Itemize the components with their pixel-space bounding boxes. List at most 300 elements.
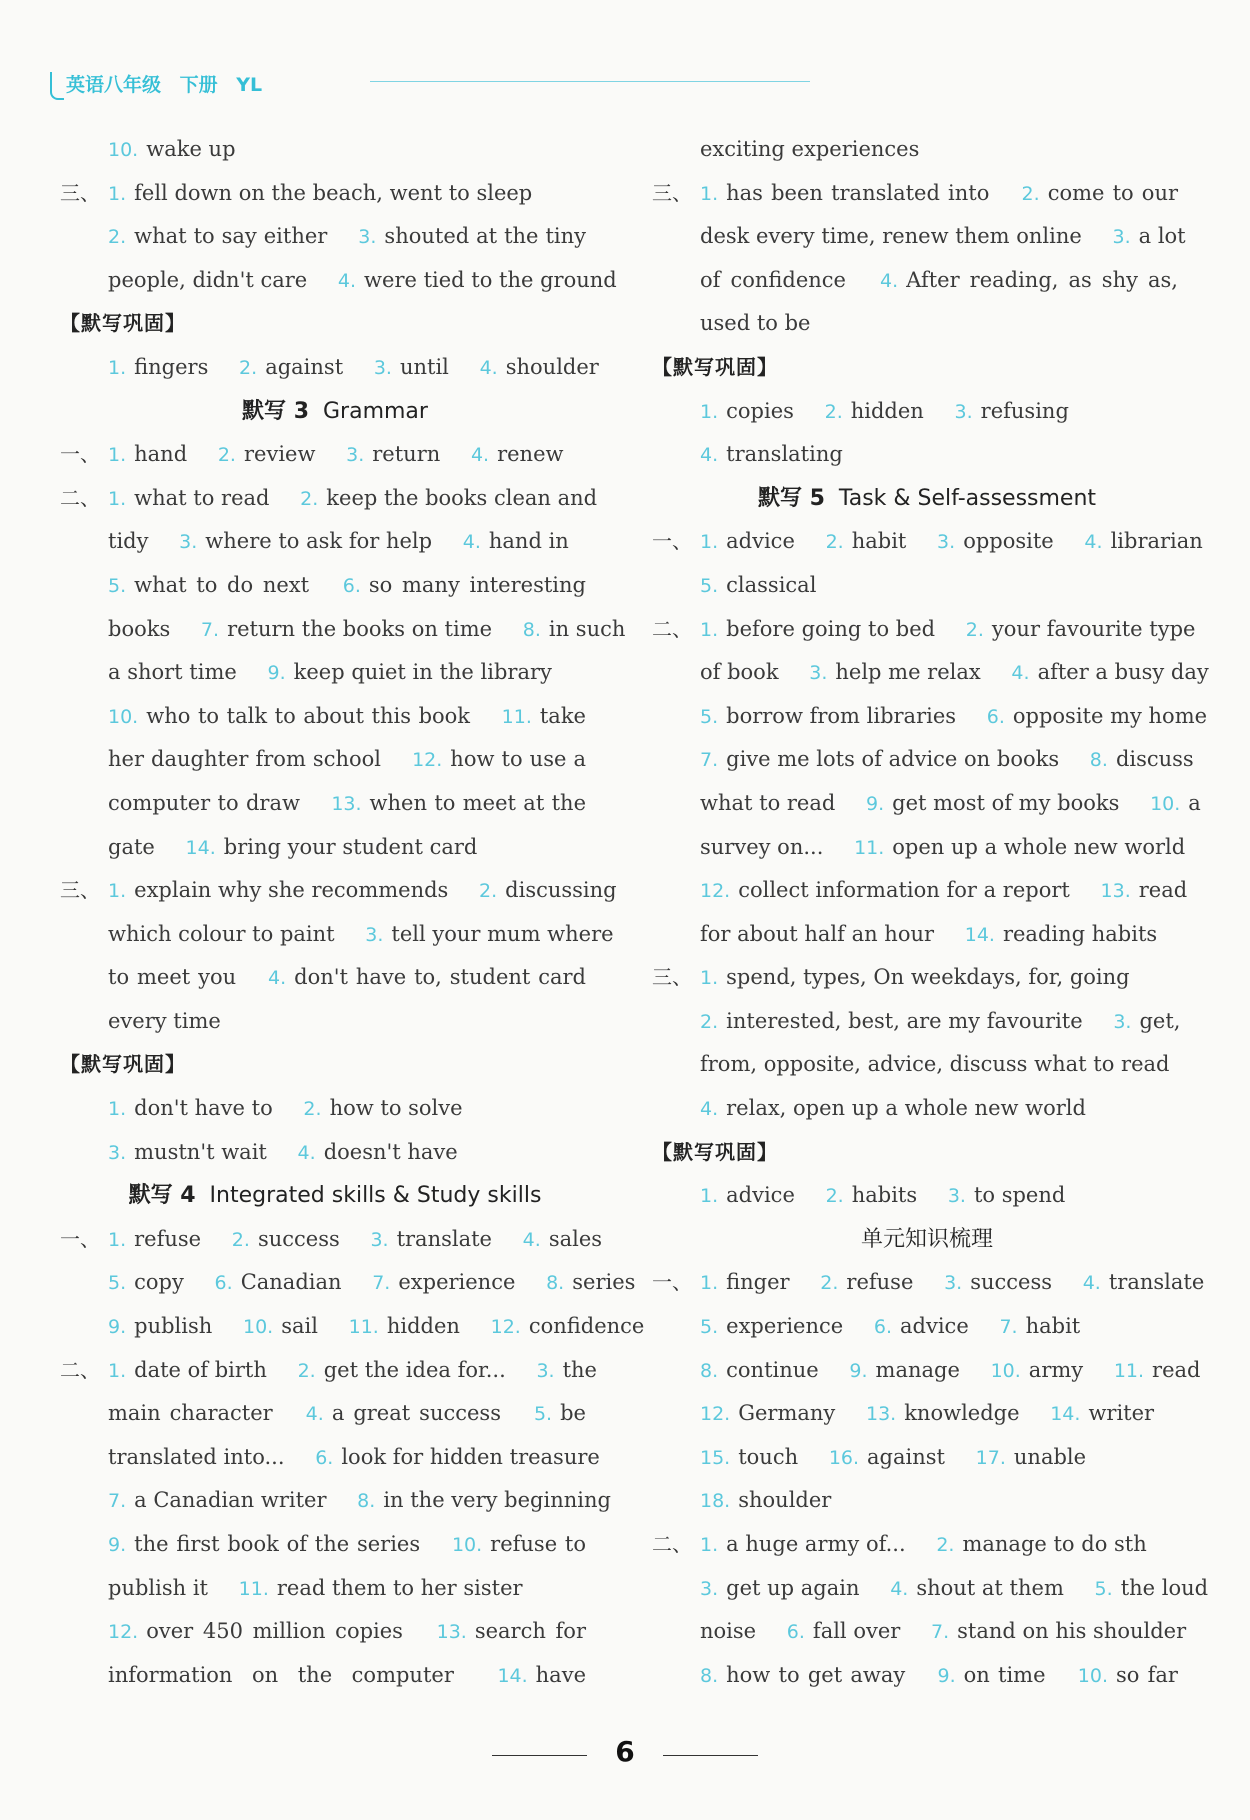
answer-text: until <box>399 354 449 379</box>
answer-line <box>652 172 1202 216</box>
answer-text: habit <box>1025 1314 1081 1339</box>
answer-text: refusing <box>980 398 1069 423</box>
answer-text: shout at them <box>916 1575 1064 1600</box>
answer-item <box>108 1314 212 1338</box>
item-number: 3. <box>108 1141 127 1164</box>
answer-text: unable <box>1013 1444 1087 1469</box>
item-number: 3. <box>937 531 956 554</box>
answer-line <box>60 520 610 564</box>
answer-text: hidden <box>850 398 924 423</box>
answer-line <box>652 1436 1202 1480</box>
item-number: 2. <box>297 1359 316 1382</box>
answer-text: wake up <box>146 137 236 161</box>
answer-text: of book <box>700 660 779 685</box>
item-number: 5. <box>700 705 719 728</box>
answer-item <box>880 268 1178 292</box>
answer-item <box>300 486 597 510</box>
answer-text: survey on... <box>700 834 824 859</box>
answer-text: finger <box>726 1270 790 1295</box>
answer-item <box>108 791 300 815</box>
item-number: 12. <box>490 1316 521 1339</box>
answer-text: experience <box>726 1314 844 1339</box>
answer-text: from, opposite, advice, discuss what to read <box>700 1052 1170 1077</box>
answer-text: refuse <box>846 1270 914 1295</box>
answer-text: how to get away <box>726 1662 906 1687</box>
answer-text: translating <box>726 442 843 467</box>
answer-item <box>1050 1401 1154 1425</box>
answer-text: get, <box>1139 1008 1181 1033</box>
item-number: 9. <box>108 1534 127 1556</box>
answer-item <box>1083 1270 1205 1294</box>
answer-item <box>201 617 492 641</box>
answer-text: interested, best, are my favourite <box>726 1008 1083 1033</box>
answer-text: manage to do sth <box>962 1532 1147 1556</box>
answer-item <box>365 922 613 946</box>
item-number: 10. <box>990 1359 1021 1382</box>
answer-text: look for hidden treasure <box>341 1444 600 1469</box>
answer-item <box>108 660 237 684</box>
answer-text: every time <box>108 1008 221 1033</box>
answer-item <box>534 1401 586 1425</box>
answer-item <box>820 1270 913 1294</box>
item-number: 11. <box>1113 1359 1145 1382</box>
item-number: 8. <box>1089 749 1108 772</box>
answer-text: shouted at the tiny <box>384 224 586 249</box>
answer-line <box>60 1436 610 1480</box>
answer-line <box>60 1523 610 1567</box>
answer-text: to meet you <box>108 965 237 990</box>
answer-line <box>60 1305 645 1349</box>
answer-item <box>965 922 1157 946</box>
item-number: 6. <box>315 1446 334 1469</box>
answer-item <box>700 529 795 553</box>
item-number: 4. <box>462 531 481 554</box>
answer-item <box>936 1532 1146 1556</box>
item-number: 12. <box>700 1403 731 1426</box>
item-number: 4. <box>470 444 490 467</box>
answer-item <box>108 486 269 510</box>
item-number: 4. <box>1082 1272 1101 1295</box>
item-number: 7. <box>700 749 719 772</box>
answer-item <box>338 268 617 292</box>
answer-line <box>60 869 617 913</box>
item-number: 10. <box>242 1316 274 1339</box>
item-number: 8. <box>357 1490 376 1513</box>
item-number: 5. <box>108 574 127 597</box>
answer-text: be <box>560 1401 586 1426</box>
answer-text: against <box>867 1444 945 1469</box>
answer-text: manage <box>875 1357 960 1382</box>
answer-item <box>700 1532 906 1556</box>
item-number: 2. <box>825 1185 844 1208</box>
answer-text: desk every time, renew them online <box>700 224 1082 249</box>
answer-item <box>700 704 956 728</box>
item-number: 1. <box>108 356 127 379</box>
item-number: 1. <box>700 531 719 554</box>
answer-line <box>652 826 1202 870</box>
answer-text: shoulder <box>738 1488 832 1513</box>
answer-item <box>700 747 1059 771</box>
item-number: 5. <box>108 1272 127 1295</box>
header-edition: YL <box>236 74 263 96</box>
answer-item <box>108 268 307 292</box>
answer-item <box>108 1619 403 1643</box>
item-number: 4. <box>1011 662 1030 685</box>
answer-text: bring your student card <box>223 834 478 859</box>
answer-item <box>108 1576 208 1600</box>
item-number: 11. <box>854 836 885 859</box>
answer-line <box>652 608 1202 652</box>
answer-item <box>700 1314 843 1338</box>
answer-text: sail <box>281 1314 318 1339</box>
item-number: 1. <box>108 487 127 510</box>
answer-text: on time <box>963 1662 1046 1687</box>
answer-item <box>944 1270 1052 1294</box>
answer-text: keep the books clean and <box>326 485 598 510</box>
answer-text: tidy <box>108 529 149 554</box>
answer-text: classical <box>726 572 817 597</box>
answer-line <box>60 1567 610 1611</box>
answer-item <box>999 1314 1080 1338</box>
answer-text: collect information for a report <box>738 878 1070 903</box>
answer-item <box>826 529 907 553</box>
section-label: 二、 <box>60 1357 100 1382</box>
answer-text: Canadian <box>240 1270 342 1295</box>
item-number: 9. <box>267 662 286 685</box>
answer-item <box>700 442 843 466</box>
answer-line <box>60 128 610 172</box>
answer-item <box>890 1576 1064 1600</box>
answer-item <box>437 1619 586 1643</box>
answer-text: main character <box>108 1401 273 1426</box>
answer-text: after a busy day <box>1037 660 1209 685</box>
section-label: 三、 <box>652 180 692 205</box>
section-title-name: Task & Self-assessment <box>838 485 1097 511</box>
answer-text: confidence <box>528 1314 645 1339</box>
answer-text: don't have to <box>134 1096 273 1121</box>
item-number: 18. <box>700 1490 731 1513</box>
item-number: 1. <box>108 1228 127 1251</box>
answer-text: translate <box>1108 1270 1205 1295</box>
answer-item <box>108 573 309 597</box>
answer-item <box>523 1227 602 1251</box>
answer-text: review <box>243 442 316 467</box>
answer-text: a huge army of... <box>726 1532 906 1556</box>
answer-item <box>1022 181 1178 205</box>
answer-line <box>60 826 610 870</box>
answer-text: borrow from libraries <box>726 703 957 728</box>
answer-line <box>652 1174 1202 1218</box>
answer-item <box>700 1009 1083 1033</box>
answer-item <box>108 1227 201 1251</box>
item-number: 4. <box>305 1403 324 1426</box>
item-number: 8. <box>522 618 541 641</box>
item-number: 13. <box>1100 880 1131 903</box>
answer-line <box>652 302 1202 346</box>
answer-text: what to read <box>700 790 836 815</box>
answer-item <box>700 1270 790 1294</box>
answer-text: what to do next <box>134 572 310 597</box>
item-number: 1. <box>700 182 719 205</box>
answer-text: were tied to the ground <box>364 267 617 292</box>
item-number: 3. <box>944 1272 963 1295</box>
item-number: 3. <box>947 1185 966 1208</box>
answer-line <box>60 1087 610 1131</box>
answer-text: fall over <box>812 1619 901 1644</box>
item-number: 1. <box>108 444 127 467</box>
answer-item <box>370 1227 492 1251</box>
answer-item <box>303 1096 462 1120</box>
answer-item <box>108 1096 273 1120</box>
item-number: 4. <box>337 269 357 292</box>
consolidate-heading: 【默写巩固】 <box>60 1052 186 1077</box>
item-number: 3. <box>370 1228 389 1251</box>
answer-item <box>108 1532 420 1556</box>
item-number: 1. <box>700 1534 719 1556</box>
item-number: 12. <box>108 1621 139 1644</box>
item-number: 9. <box>866 792 885 815</box>
item-number: 5. <box>700 1316 719 1339</box>
answer-item <box>937 1663 1045 1687</box>
answer-text: don't have to, student card <box>294 965 586 990</box>
item-number: 4. <box>700 444 719 467</box>
item-number: 4. <box>1084 531 1103 554</box>
item-number: 4. <box>479 356 498 379</box>
item-number: 7. <box>999 1316 1018 1339</box>
answer-line <box>652 1349 1202 1393</box>
header-bracket <box>50 72 64 100</box>
answer-text: who to talk to about this book <box>146 703 471 728</box>
item-number: 14. <box>497 1664 528 1687</box>
answer-line <box>652 651 1209 695</box>
item-number: 7. <box>108 1490 127 1513</box>
answer-item <box>452 1532 586 1556</box>
item-number: 6. <box>986 705 1005 728</box>
item-number: 14. <box>964 923 995 946</box>
answer-text: take <box>539 703 586 728</box>
item-number: 3. <box>346 444 365 467</box>
answer-line <box>60 477 610 521</box>
answer-text: tell your mum where <box>391 921 614 946</box>
answer-text: publish it <box>108 1575 208 1600</box>
item-number: 8. <box>700 1664 719 1687</box>
answer-text: come to our <box>1047 180 1179 205</box>
answer-item <box>108 1358 267 1382</box>
answer-text: opposite <box>963 529 1054 554</box>
answer-item <box>700 1488 831 1512</box>
answer-item <box>1095 1576 1209 1600</box>
answer-text: mustn't wait <box>134 1139 267 1164</box>
answer-item <box>357 1488 611 1512</box>
section-title <box>652 1218 1202 1262</box>
answer-line <box>60 695 610 739</box>
answer-item <box>700 965 1130 989</box>
item-number: 1. <box>108 880 127 903</box>
answer-item <box>700 617 935 641</box>
item-number: 6. <box>786 1621 805 1644</box>
answer-item <box>108 922 335 946</box>
answer-line <box>652 1043 1202 1087</box>
answer-line <box>652 128 1202 172</box>
answer-text: for about half an hour <box>700 921 935 946</box>
answer-item <box>866 1401 1020 1425</box>
answer-item <box>108 617 170 641</box>
answer-text: spend, types, On weekdays, for, going <box>726 965 1130 990</box>
answer-text: continue <box>726 1357 819 1382</box>
answer-text: get most of my books <box>892 790 1120 815</box>
answer-text: so far <box>1115 1662 1178 1687</box>
item-number: 2. <box>108 226 127 249</box>
header-rule <box>370 81 810 82</box>
answer-text: help me relax <box>835 660 981 685</box>
answer-line <box>60 1000 610 1044</box>
answer-item <box>108 1009 221 1033</box>
answer-item <box>1150 791 1201 815</box>
section-label: 三、 <box>652 965 692 990</box>
item-number: 13. <box>865 1403 897 1426</box>
answer-text: hand in <box>488 529 569 554</box>
answer-item <box>700 268 846 292</box>
header-subject: 英语八年级 <box>66 74 162 96</box>
answer-line <box>652 1567 1209 1611</box>
section-label: 三、 <box>60 180 100 205</box>
answer-item <box>1011 660 1208 684</box>
answer-item <box>546 1270 635 1294</box>
answer-line <box>652 259 1202 303</box>
answer-text: computer to draw <box>108 790 300 815</box>
answer-item <box>955 399 1069 423</box>
answer-item <box>700 1445 798 1469</box>
answer-text: to spend <box>973 1183 1066 1208</box>
answer-text: relax, open up a whole new world <box>726 1096 1086 1121</box>
answer-text: renew <box>497 442 564 467</box>
answer-text: noise <box>700 1619 757 1644</box>
answer-text: translate <box>396 1226 492 1251</box>
answer-text: refuse to <box>490 1532 586 1556</box>
answer-item <box>374 355 449 379</box>
answer-item <box>108 1140 267 1164</box>
answer-line <box>652 1000 1202 1044</box>
section-title-label: 默写 5 <box>757 485 825 511</box>
answer-text: advice <box>900 1314 969 1339</box>
answer-line <box>652 433 1202 477</box>
section-title-name: Grammar <box>323 398 428 424</box>
answer-text: in such <box>548 616 626 641</box>
answer-text: so many interesting <box>368 572 586 597</box>
answer-item <box>480 355 599 379</box>
answer-item <box>497 1663 586 1687</box>
answer-line <box>60 651 610 695</box>
answer-line <box>60 913 614 957</box>
item-number: 5. <box>533 1403 553 1426</box>
answer-item <box>108 442 187 466</box>
answer-item <box>700 224 1082 248</box>
answer-item <box>991 1358 1084 1382</box>
answer-line <box>60 1392 610 1436</box>
answer-line <box>652 1261 1205 1305</box>
answer-line <box>60 433 610 477</box>
item-number: 1. <box>700 967 719 990</box>
answer-item <box>849 1358 960 1382</box>
answer-line <box>652 564 1202 608</box>
answer-item <box>700 1576 860 1600</box>
item-number: 7. <box>200 618 220 641</box>
answer-item <box>343 573 586 597</box>
answer-item <box>108 1663 454 1687</box>
answer-item <box>700 181 989 205</box>
answer-line <box>652 782 1202 826</box>
answer-item <box>976 1445 1086 1469</box>
answer-text: army <box>1028 1357 1084 1382</box>
answer-item <box>1090 747 1194 771</box>
answer-line <box>60 215 610 259</box>
item-number: 11. <box>501 705 532 728</box>
item-number: 6. <box>342 574 361 597</box>
answer-text: a short time <box>108 660 237 685</box>
answer-line <box>652 1479 1202 1523</box>
answer-text: give me lots of advice on books <box>726 747 1060 772</box>
section-title-name: Integrated skills & Study skills <box>209 1183 542 1209</box>
answer-line <box>60 1218 610 1262</box>
item-number: 4. <box>700 1098 719 1121</box>
answer-text: opposite my home <box>1012 703 1208 728</box>
answer-item <box>700 1096 1086 1120</box>
item-number: 3. <box>954 400 973 423</box>
answer-item <box>854 835 1185 859</box>
answer-text: shoulder <box>505 354 599 379</box>
answer-item <box>108 835 155 859</box>
answer-text: the <box>562 1357 597 1382</box>
section-title <box>60 1174 610 1218</box>
section-title <box>60 390 610 434</box>
answer-line <box>60 1131 610 1175</box>
item-number: 2. <box>303 1098 322 1121</box>
answer-item <box>298 1358 506 1382</box>
answer-line <box>60 564 610 608</box>
section-label: 二、 <box>60 485 100 510</box>
answer-text: doesn't have <box>323 1139 458 1164</box>
answer-text: have <box>535 1662 586 1687</box>
answer-text: Germany <box>738 1401 836 1426</box>
answer-text: her daughter from school <box>108 747 381 772</box>
answer-line <box>652 520 1202 564</box>
answer-text: a lot <box>1138 224 1186 249</box>
answer-line <box>652 215 1202 259</box>
answer-line <box>60 1610 610 1654</box>
item-number: 5. <box>700 574 719 597</box>
answer-item <box>700 1663 905 1687</box>
answer-item <box>267 660 551 684</box>
answer-line <box>652 1087 1202 1131</box>
answer-item <box>700 791 835 815</box>
section-label: 二、 <box>652 616 692 641</box>
answer-item <box>700 1401 835 1425</box>
answer-text: translated into... <box>108 1444 285 1469</box>
item-number: 3. <box>536 1359 555 1382</box>
item-number: 2. <box>965 618 984 641</box>
section-label: 一、 <box>60 442 100 467</box>
item-number: 1. <box>700 400 719 423</box>
answer-text: return the books on time <box>227 616 493 641</box>
answer-item <box>239 1576 523 1600</box>
answer-text: how to use a <box>450 747 586 772</box>
answer-item <box>268 965 586 989</box>
answer-line <box>60 1349 610 1393</box>
consolidate-heading: 【默写巩固】 <box>652 1139 778 1164</box>
item-number: 2. <box>479 880 498 903</box>
section-title <box>652 477 1202 521</box>
item-number: 11. <box>348 1316 379 1339</box>
